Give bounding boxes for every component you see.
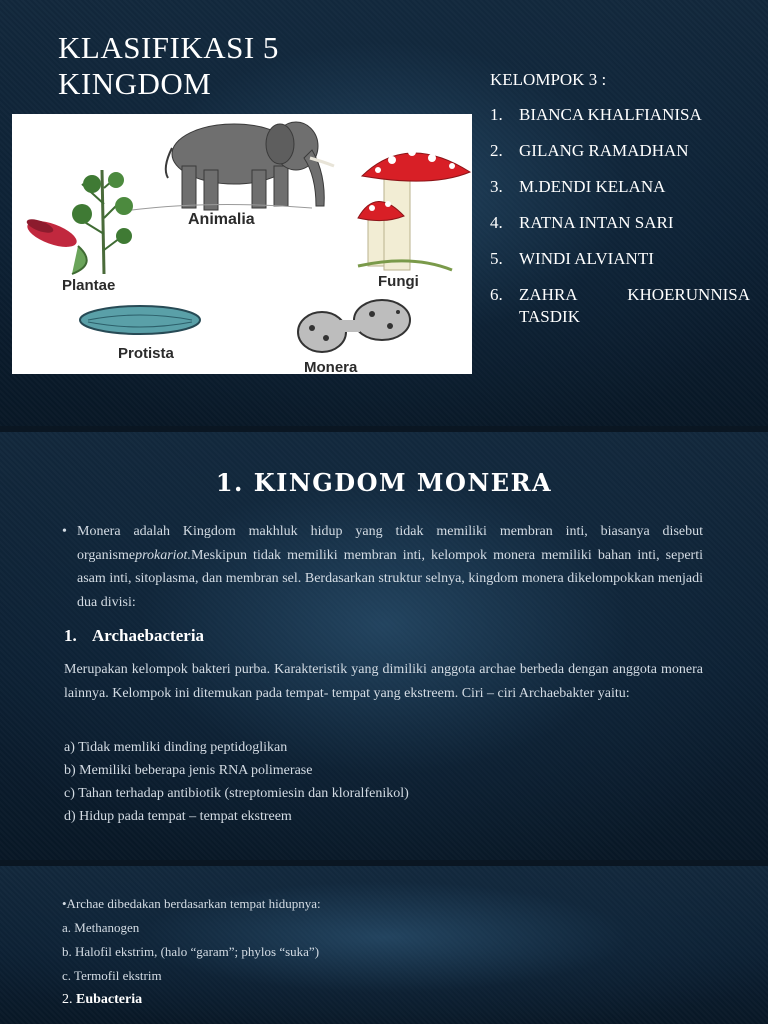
member-item: 1. BIANCA KHALFIANISA <box>490 105 702 124</box>
plant-illustration <box>24 170 133 274</box>
member-item: 3. M.DENDI KELANA <box>490 177 666 196</box>
label-monera: Monera <box>304 359 358 374</box>
member-item: 6. ZAHRA KHOERUNNISA TASDIK <box>490 285 750 326</box>
archaebacteria-description: Merupakan kelompok bakteri purba. Karakteristik yang dimiliki anggota archae berbeda dengan anggota monera lainnya. Kelompok ini ditemukan pada tempat- tempat yang ekstreem. Ciri – ciri Archaebakter yaitu: <box>64 662 703 701</box>
intro-line: •Archae dibedakan berdasarkan tempat hidupnya: <box>62 896 321 911</box>
member-item: 4. RATNA INTAN SARI <box>490 213 674 232</box>
label-fungi: Fungi <box>378 273 419 290</box>
label-animalia: Animalia <box>188 211 255 228</box>
list-item: a. Methanogen <box>62 920 140 935</box>
slide-heading: 1. KINGDOM MONERA <box>215 468 553 497</box>
protista-illustration <box>80 306 200 334</box>
list-item: c. Termofil ekstrim <box>62 968 162 983</box>
list-item: b) Memiliki beberapa jenis RNA polimerase <box>64 763 313 778</box>
slide-title-heading <box>58 30 279 102</box>
archae-types-content <box>62 892 321 1012</box>
list-item: a) Tidak memliki dinding peptidoglikan <box>64 740 288 755</box>
list-item: b. Halofil ekstrim, (halo “garam”; phylos “suka”) <box>62 944 320 959</box>
list-item: c) Tahan terhadap antibiotik (streptomiesin dan kloralfenikol) <box>64 786 409 801</box>
five-kingdom-illustration <box>12 114 472 374</box>
title-line-2: KINGDOM <box>58 66 212 101</box>
elephant-illustration <box>166 122 334 210</box>
group-heading: KELOMPOK 3 : <box>490 70 607 89</box>
subheading-eubacteria: 2. Eubacteria <box>62 992 143 1007</box>
mushroom-illustration <box>358 148 470 270</box>
member-item: 5. WINDI ALVIANTI <box>490 249 654 268</box>
bullet-dot: • <box>62 524 67 539</box>
label-plantae: Plantae <box>62 277 116 294</box>
member-list <box>490 104 750 332</box>
title-line-1: KLASIFIKASI 5 <box>58 30 279 65</box>
list-item: d) Hidup pada tempat – tempat ekstreem <box>64 809 292 824</box>
member-item: 2. GILANG RAMADHAN <box>490 141 689 160</box>
monera-description: • Monera adalah Kingdom makhluk hidup yang tidak memiliki membran inti, biasanya disebut organismeprokariot.Meskipun tidak memiliki membran inti, kelompok monera memiliki bahan inti, seperti asam inti, sitoplasma, dan membran sel. Berdasarkan struktur selnya, kingdom monera dikelompokkan menjadi dua divisi: <box>62 520 703 614</box>
slide-title <box>0 0 768 426</box>
slide-archae-types <box>0 866 768 1024</box>
slide-kingdom-monera <box>0 432 768 860</box>
archaebacteria-traits <box>64 736 409 828</box>
monera-illustration <box>298 300 410 352</box>
kingdom-illustration-svg <box>12 114 472 374</box>
label-protista: Protista <box>118 345 174 362</box>
subheading-archaebacteria: 1. Archaebacteria <box>64 626 205 645</box>
